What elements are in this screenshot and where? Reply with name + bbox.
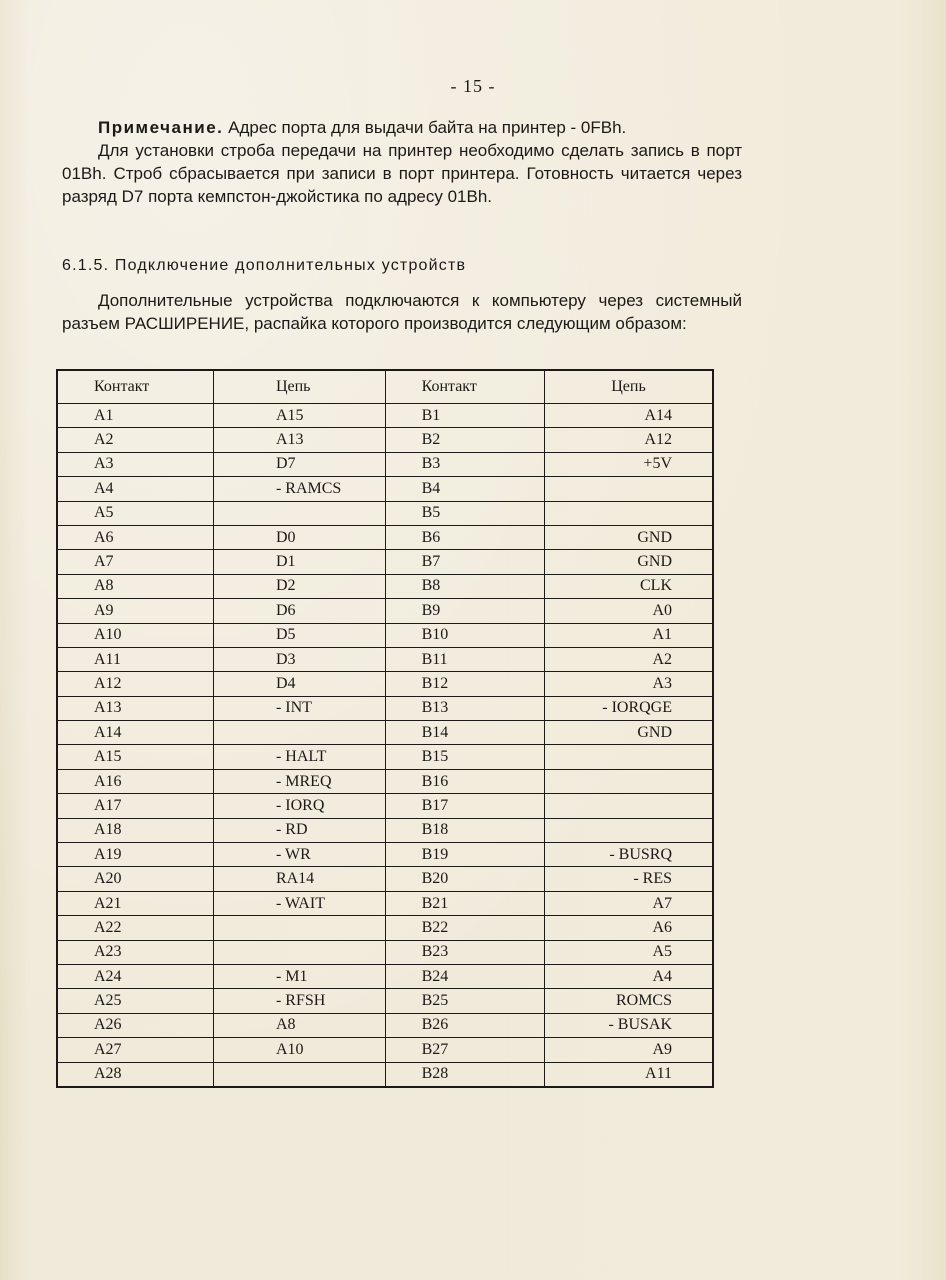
contact-b-cell: B22 (385, 916, 544, 940)
circuit-b-cell: ROMCS (544, 989, 713, 1013)
table-row (57, 647, 713, 671)
contact-a-cell: A23 (57, 940, 213, 964)
contact-a-cell: A17 (57, 794, 213, 818)
table-row (57, 940, 713, 964)
circuit-b-cell: - BUSAK (544, 1013, 713, 1037)
table-row (57, 769, 713, 793)
contact-a-cell: A1 (57, 404, 213, 428)
table-row (57, 452, 713, 476)
contact-b-cell: B5 (385, 501, 544, 525)
circuit-a-cell (213, 501, 385, 525)
circuit-b-cell: A0 (544, 599, 713, 623)
contact-b-cell: B21 (385, 891, 544, 915)
circuit-a-cell: - HALT (213, 745, 385, 769)
circuit-a-cell (213, 721, 385, 745)
table-row (57, 550, 713, 574)
contact-a-cell: A22 (57, 916, 213, 940)
circuit-a-cell: D4 (213, 672, 385, 696)
table-row (57, 428, 713, 452)
table-row (57, 867, 713, 891)
contact-b-cell: B8 (385, 574, 544, 598)
contact-b-cell: B25 (385, 989, 544, 1013)
header-contact-b: Контакт (385, 370, 544, 404)
expansion-pinout-table (56, 369, 714, 1088)
contact-b-cell: B12 (385, 672, 544, 696)
contact-a-cell: A10 (57, 623, 213, 647)
header-contact-a: Контакт (57, 370, 213, 404)
circuit-a-cell: A8 (213, 1013, 385, 1037)
note-text: Адрес порта для выдачи байта на принтер - 0FBh. (228, 118, 627, 137)
table-row (57, 696, 713, 720)
contact-a-cell: A2 (57, 428, 213, 452)
circuit-a-cell: D5 (213, 623, 385, 647)
contact-a-cell: A9 (57, 599, 213, 623)
contact-a-cell: A25 (57, 989, 213, 1013)
contact-a-cell: A24 (57, 964, 213, 988)
table-row (57, 843, 713, 867)
table-row (57, 818, 713, 842)
contact-b-cell: B26 (385, 1013, 544, 1037)
table-row (57, 404, 713, 428)
table-row (57, 1038, 713, 1062)
circuit-b-cell (544, 794, 713, 818)
circuit-a-cell: - MREQ (213, 769, 385, 793)
contact-a-cell: A16 (57, 769, 213, 793)
note-label: Примечание. (98, 118, 224, 137)
contact-b-cell: B17 (385, 794, 544, 818)
table-header-row (57, 370, 713, 404)
circuit-b-cell: A6 (544, 916, 713, 940)
circuit-a-cell: D0 (213, 525, 385, 549)
contact-a-cell: A27 (57, 1038, 213, 1062)
circuit-a-cell: - RD (213, 818, 385, 842)
circuit-b-cell: A5 (544, 940, 713, 964)
contact-b-cell: B6 (385, 525, 544, 549)
contact-b-cell: B28 (385, 1062, 544, 1087)
table-row (57, 477, 713, 501)
circuit-a-cell: - INT (213, 696, 385, 720)
table-row (57, 1013, 713, 1037)
devices-paragraph: Дополнительные устройства подключаются к компьютеру через системный разъем РАСШИРЕНИЕ, распайка которого производится следующим образом: (62, 291, 742, 333)
circuit-b-cell: A11 (544, 1062, 713, 1087)
circuit-a-cell: D2 (213, 574, 385, 598)
table-row (57, 623, 713, 647)
circuit-a-cell: D6 (213, 599, 385, 623)
circuit-b-cell: A14 (544, 404, 713, 428)
header-circuit-a: Цепь (213, 370, 385, 404)
contact-a-cell: A21 (57, 891, 213, 915)
circuit-a-cell (213, 940, 385, 964)
contact-b-cell: B20 (385, 867, 544, 891)
contact-a-cell: A20 (57, 867, 213, 891)
contact-b-cell: B16 (385, 769, 544, 793)
circuit-a-cell: D7 (213, 452, 385, 476)
circuit-b-cell (544, 769, 713, 793)
circuit-b-cell: A7 (544, 891, 713, 915)
contact-b-cell: B3 (385, 452, 544, 476)
circuit-b-cell: CLK (544, 574, 713, 598)
circuit-a-cell: - WAIT (213, 891, 385, 915)
table-row (57, 721, 713, 745)
contact-b-cell: B11 (385, 647, 544, 671)
table-row (57, 574, 713, 598)
circuit-b-cell: +5V (544, 452, 713, 476)
circuit-b-cell: A2 (544, 647, 713, 671)
contact-b-cell: B14 (385, 721, 544, 745)
contact-b-cell: B4 (385, 477, 544, 501)
contact-a-cell: A3 (57, 452, 213, 476)
circuit-b-cell: - RES (544, 867, 713, 891)
circuit-b-cell: GND (544, 525, 713, 549)
table-row (57, 525, 713, 549)
circuit-b-cell (544, 477, 713, 501)
circuit-b-cell (544, 745, 713, 769)
circuit-a-cell: D1 (213, 550, 385, 574)
circuit-a-cell: - IORQ (213, 794, 385, 818)
circuit-b-cell: A4 (544, 964, 713, 988)
circuit-a-cell: D3 (213, 647, 385, 671)
table-body (57, 404, 713, 1087)
circuit-a-cell: A13 (213, 428, 385, 452)
contact-b-cell: B9 (385, 599, 544, 623)
circuit-b-cell: A9 (544, 1038, 713, 1062)
contact-a-cell: A26 (57, 1013, 213, 1037)
contact-a-cell: A19 (57, 843, 213, 867)
circuit-b-cell (544, 501, 713, 525)
circuit-a-cell: - RFSH (213, 989, 385, 1013)
circuit-b-cell: GND (544, 721, 713, 745)
contact-b-cell: B13 (385, 696, 544, 720)
circuit-a-cell (213, 1062, 385, 1087)
contact-a-cell: A15 (57, 745, 213, 769)
table-row (57, 964, 713, 988)
circuit-b-cell: A3 (544, 672, 713, 696)
contact-a-cell: A11 (57, 647, 213, 671)
contact-b-cell: B15 (385, 745, 544, 769)
table-row (57, 599, 713, 623)
circuit-a-cell (213, 916, 385, 940)
contact-b-cell: B7 (385, 550, 544, 574)
table-row (57, 794, 713, 818)
circuit-b-cell: - BUSRQ (544, 843, 713, 867)
contact-a-cell: A18 (57, 818, 213, 842)
table-row (57, 1062, 713, 1087)
contact-a-cell: A4 (57, 477, 213, 501)
circuit-a-cell: A15 (213, 404, 385, 428)
circuit-b-cell: A1 (544, 623, 713, 647)
contact-a-cell: A28 (57, 1062, 213, 1087)
circuit-b-cell: - IORQGE (544, 696, 713, 720)
section-heading: 6.1.5. Подключение дополнительных устройств (62, 257, 467, 274)
table-row (57, 745, 713, 769)
note-paragraph (62, 116, 742, 139)
circuit-b-cell: GND (544, 550, 713, 574)
table-row (57, 672, 713, 696)
table-row (57, 989, 713, 1013)
table-row (57, 501, 713, 525)
contact-a-cell: A13 (57, 696, 213, 720)
contact-a-cell: A6 (57, 525, 213, 549)
contact-a-cell: A8 (57, 574, 213, 598)
contact-b-cell: B10 (385, 623, 544, 647)
circuit-a-cell: RA14 (213, 867, 385, 891)
circuit-b-cell: A12 (544, 428, 713, 452)
contact-a-cell: A5 (57, 501, 213, 525)
contact-a-cell: A7 (57, 550, 213, 574)
contact-a-cell: A14 (57, 721, 213, 745)
circuit-a-cell: A10 (213, 1038, 385, 1062)
contact-b-cell: B18 (385, 818, 544, 842)
contact-b-cell: B19 (385, 843, 544, 867)
strobe-paragraph: Для установки строба передачи на принтер необходимо сделать запись в порт 01Bh. Строб сбрасывается при записи в порт принтера. Готовность читается через разряд D7 порта кемпстон-джойстика по адресу 01Bh. (62, 141, 742, 206)
contact-a-cell: A12 (57, 672, 213, 696)
circuit-a-cell: - M1 (213, 964, 385, 988)
contact-b-cell: B24 (385, 964, 544, 988)
contact-b-cell: B1 (385, 404, 544, 428)
table-row (57, 916, 713, 940)
page-number: - 15 - (450, 76, 496, 96)
header-circuit-b: Цепь (544, 370, 713, 404)
contact-b-cell: B27 (385, 1038, 544, 1062)
circuit-a-cell: - RAMCS (213, 477, 385, 501)
circuit-b-cell (544, 818, 713, 842)
contact-b-cell: B2 (385, 428, 544, 452)
contact-b-cell: B23 (385, 940, 544, 964)
circuit-a-cell: - WR (213, 843, 385, 867)
table-row (57, 891, 713, 915)
